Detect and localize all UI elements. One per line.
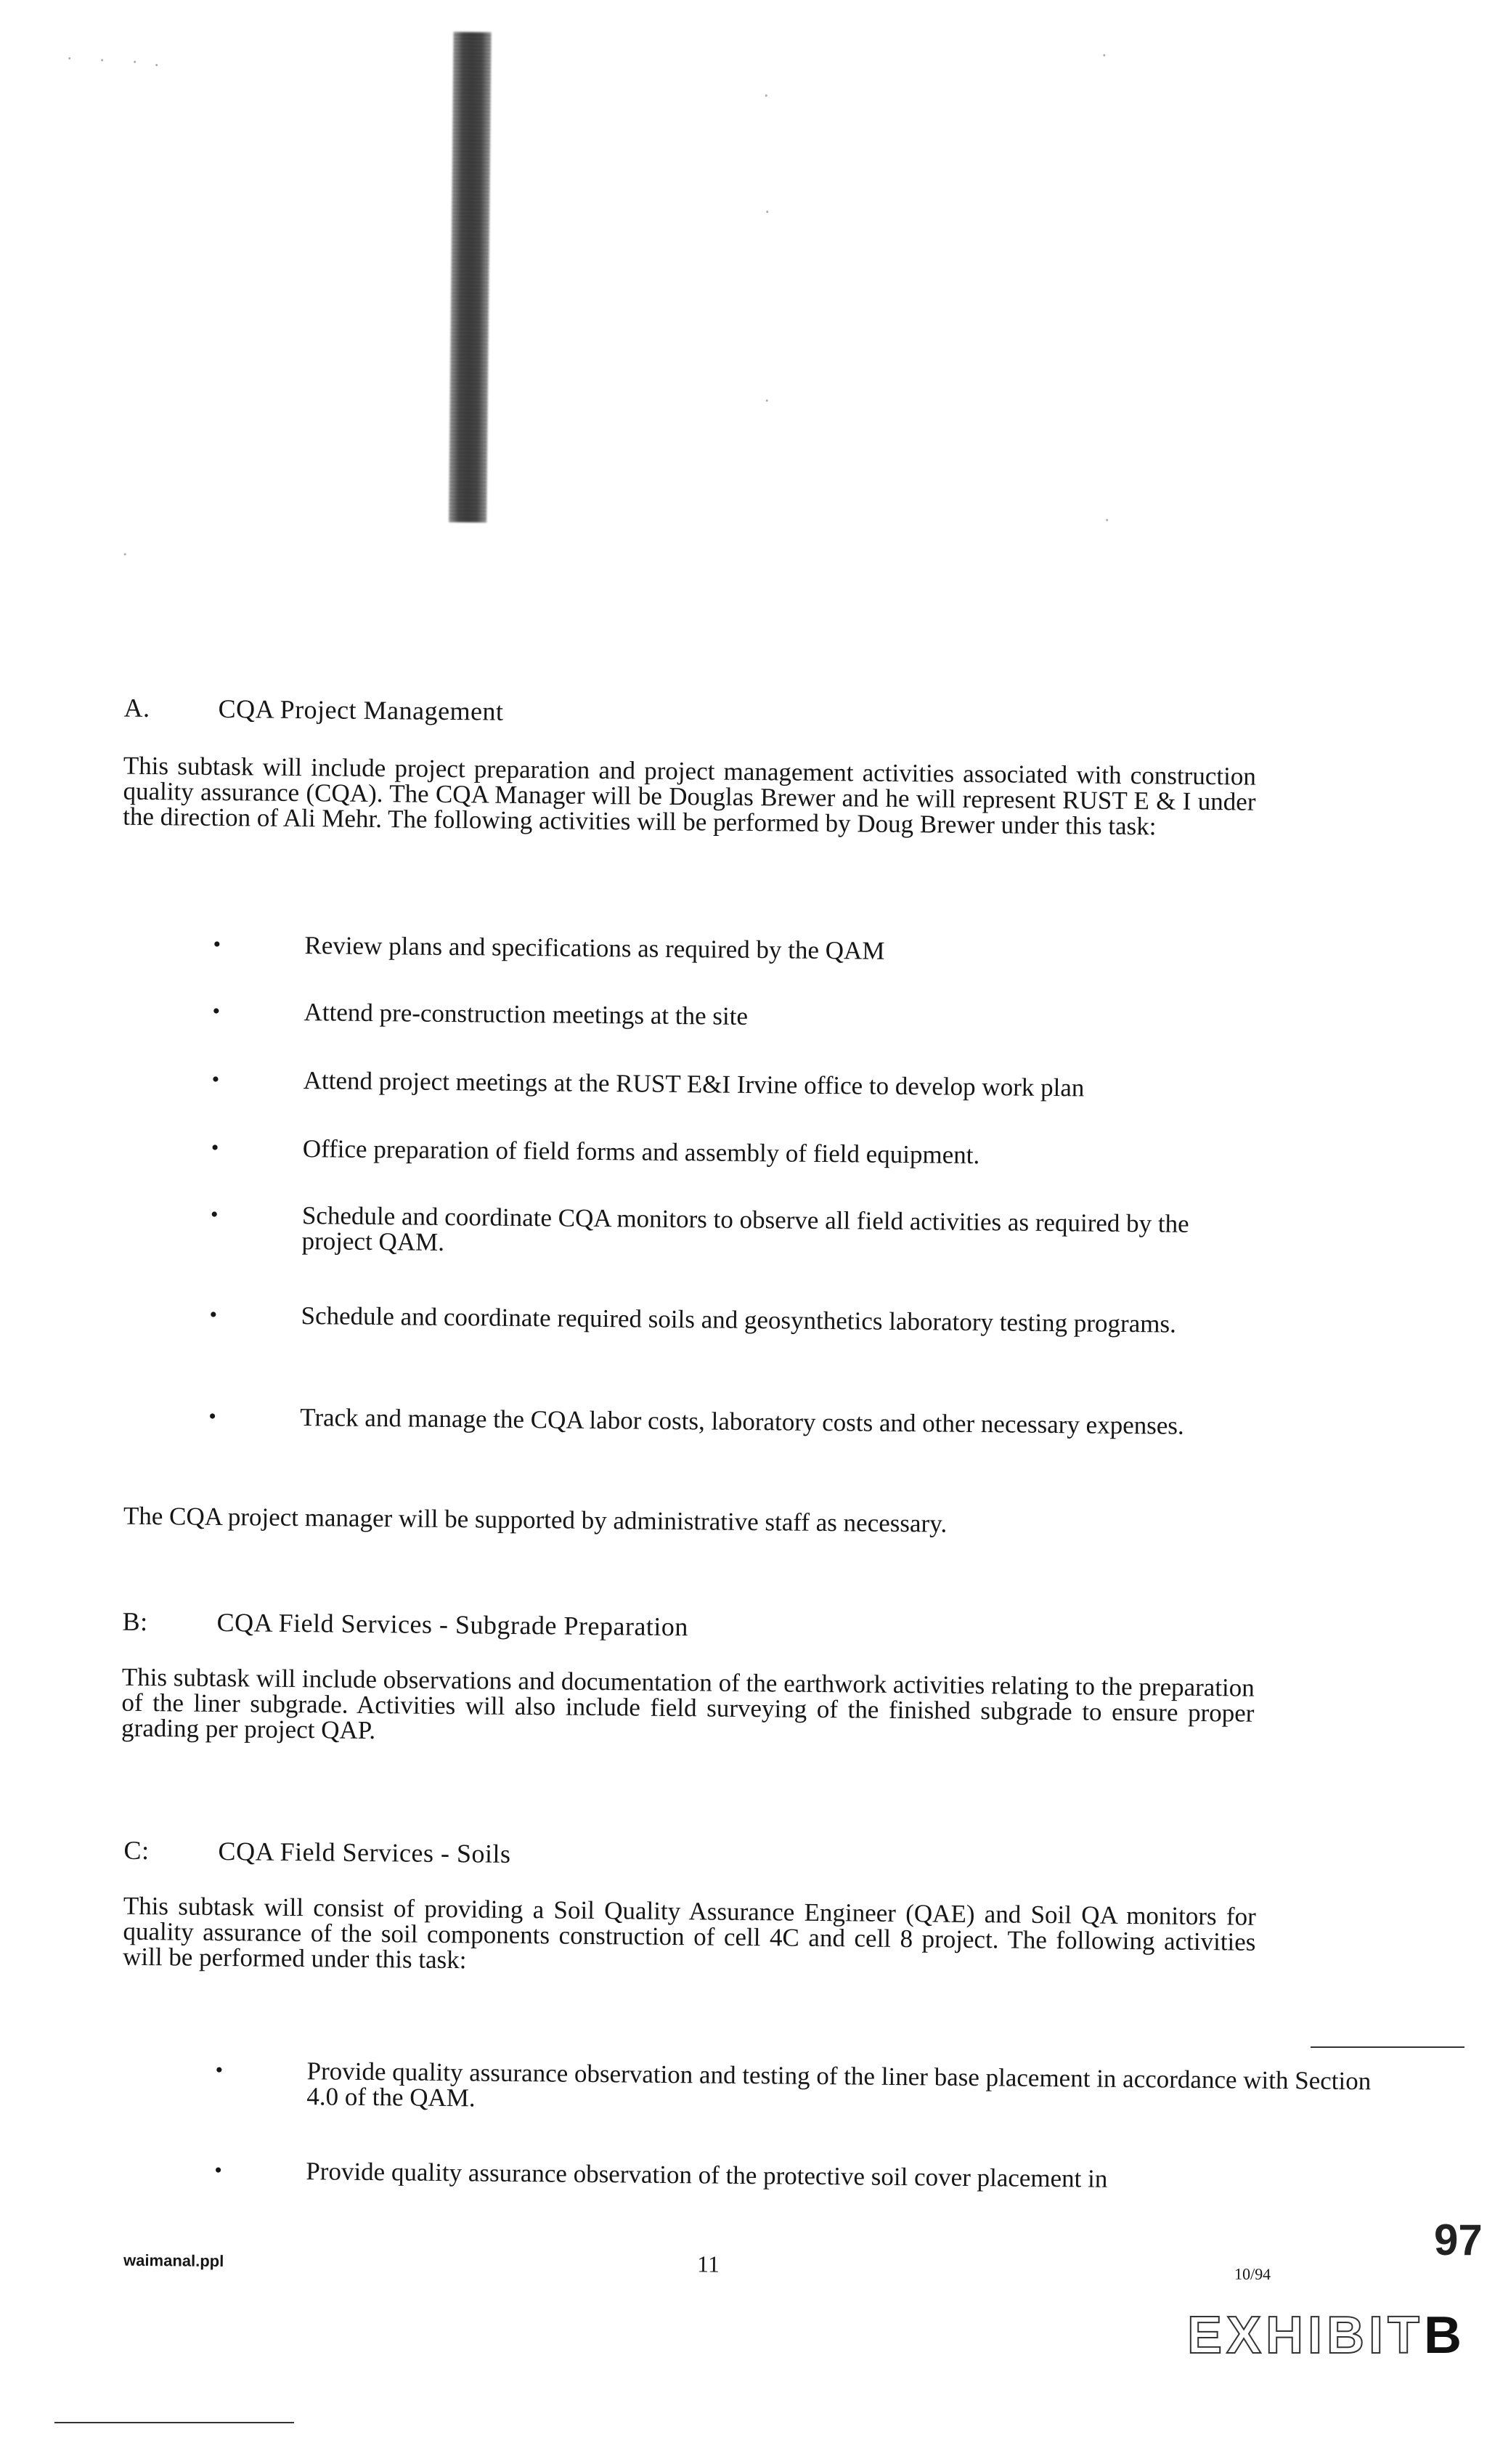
bullet-icon: • — [212, 999, 221, 1023]
scan-speck — [1103, 54, 1105, 57]
bullet-text: Attend project meetings at the RUST E&I Irvine office to develop work plan — [303, 1066, 1085, 1102]
margin-rule — [1311, 2046, 1464, 2048]
bullet-item — [210, 1201, 1202, 1262]
bullet-text: Schedule and coordinate required soils and geosynthetics laboratory testing programs. — [301, 1301, 1176, 1338]
section-letter: B: — [122, 1606, 148, 1637]
scan-speck — [124, 553, 126, 556]
section-title: CQA Field Services - Subgrade Preparation — [216, 1607, 689, 1642]
bullet-text: Review plans and specifications as required by the QAM — [304, 931, 885, 965]
section-title: CQA Field Services - Soils — [218, 1837, 511, 1869]
exhibit-stamp — [1187, 2306, 1466, 2365]
bullet-text: Attend pre-construction meetings at the site — [303, 998, 749, 1030]
bullet-item — [212, 998, 1393, 1035]
bullet-item — [211, 1066, 1393, 1103]
exhibit-letter: B — [1424, 2306, 1467, 2365]
section-b-body: This subtask will include observations and documentation of the earthwork activities relating to the preparation of the liner subgrade. Activities will also include field surveying of the finished subgrade to ensure proper grading per project QAP. — [121, 1662, 1255, 1745]
scan-speck — [765, 94, 767, 97]
footer-date: 10/94 — [1234, 2264, 1271, 2283]
bottom-rule — [54, 2422, 294, 2423]
section-c-heading — [123, 1835, 510, 1869]
bullet-item — [211, 1134, 1392, 1171]
bullet-icon: • — [213, 932, 221, 956]
bullet-item — [215, 2057, 1396, 2119]
bullet-icon: • — [215, 2057, 224, 2083]
scan-speck — [766, 211, 768, 213]
section-letter: C: — [123, 1835, 150, 1866]
bullet-icon: • — [211, 1135, 219, 1160]
bullet-text: Provide quality assurance observation and testing of the liner base placement in accordance with Section 4.0 of the QAM. — [306, 2057, 1372, 2113]
section-a-closing: The CQA project manager will be supported by administrative staff as necessary. — [123, 1501, 948, 1538]
scan-speck — [155, 64, 158, 66]
exhibit-label: EXHIBIT — [1187, 2306, 1425, 2365]
bullet-icon: • — [208, 1404, 216, 1428]
section-letter: A. — [123, 693, 150, 723]
bullet-item — [214, 2157, 1395, 2194]
section-title: CQA Project Management — [218, 694, 504, 726]
bullet-item — [213, 931, 1393, 968]
bullet-icon: • — [210, 1202, 219, 1227]
scan-speck — [766, 399, 768, 402]
bullet-text: Provide quality assurance observation of the protective soil cover placement in — [306, 2157, 1108, 2193]
bullet-icon: • — [209, 1302, 218, 1327]
bullet-item — [208, 1403, 1244, 1440]
stamp-number: 97 — [1434, 2216, 1483, 2264]
footer-page-number: 11 — [696, 2250, 720, 2277]
bullet-icon: • — [214, 2158, 223, 2183]
section-a-heading — [123, 693, 503, 727]
scan-speck — [1106, 519, 1108, 521]
section-a-intro: This subtask will include project preparation and project management activities associated with construction quality assurance (CQA). The CQA Manager will be Douglas Brewer and he will represent RUST E & I under the direction of Ali Mehr. The following activities will be performed by Doug Brewer under this task: — [123, 751, 1257, 841]
section-c-intro: This subtask will consist of providing a Soil Quality Assurance Engineer (QAE) and Soil QA monitors for quality assurance of the soil components construction of cell 4C and cell 8 project. The following activities will be performed under this task: — [122, 1891, 1256, 1975]
footer-filename: waimanal.ppl — [123, 2250, 224, 2271]
bullet-text: Track and manage the CQA labor costs, laboratory costs and other necessary expenses. — [300, 1403, 1184, 1440]
bullet-item — [209, 1301, 1244, 1338]
section-b-heading — [122, 1606, 688, 1642]
bullet-text: Schedule and coordinate CQA monitors to observe all field activities as required by the project QAM. — [301, 1201, 1189, 1256]
scan-speck — [101, 59, 103, 61]
scan-speck — [134, 61, 136, 63]
scan-speck — [68, 57, 70, 60]
bullet-icon: • — [211, 1067, 220, 1091]
scanner-streak — [449, 32, 491, 522]
bullet-text: Office preparation of field forms and assembly of field equipment. — [302, 1134, 980, 1170]
